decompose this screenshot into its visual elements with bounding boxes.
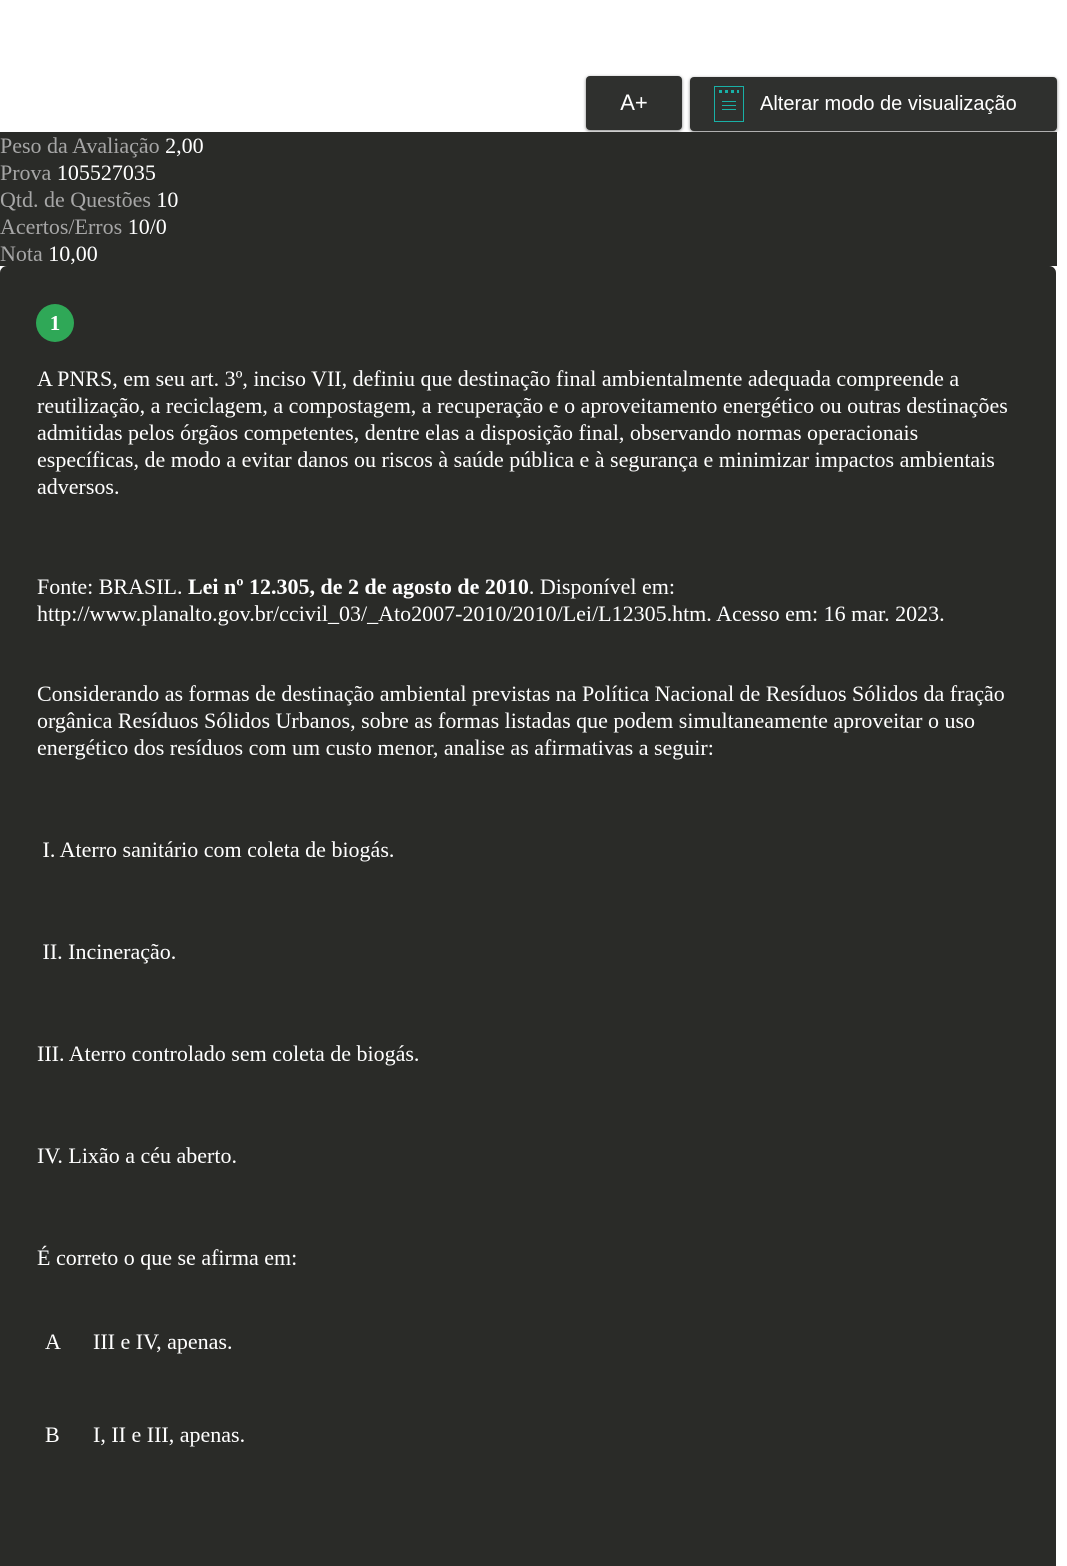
summary-prova — [0, 159, 1057, 186]
summary-questoes-label: Qtd. de Questões — [0, 187, 151, 212]
summary-questoes — [0, 186, 1057, 213]
summary-peso-label: Peso da Avaliação — [0, 133, 160, 158]
option-text: I, II e III, apenas. — [93, 1422, 246, 1447]
summary-prova-value: 105527035 — [56, 160, 156, 185]
statement-item: IV. Lixão a céu aberto. — [37, 1143, 237, 1168]
increase-font-button[interactable] — [586, 76, 682, 130]
summary-peso-value: 2,00 — [165, 133, 204, 158]
option-letter: B — [45, 1422, 60, 1447]
summary-nota-value: 10,00 — [48, 241, 98, 266]
question-number-badge: 1 — [36, 304, 74, 342]
increase-font-label: A+ — [620, 90, 648, 115]
answer-option-b[interactable] — [37, 1421, 245, 1448]
statement-item: III. Aterro controlado sem coleta de biogás. — [37, 1041, 420, 1066]
source-law-title: Lei nº 12.305, de 2 de agosto de 2010 — [187, 574, 529, 599]
summary-questoes-value: 10 — [156, 187, 179, 212]
summary-nota-label: Nota — [0, 241, 43, 266]
change-view-mode-button[interactable] — [690, 77, 1057, 131]
summary-acertos — [0, 213, 1057, 240]
option-text: III e IV, apenas. — [93, 1329, 233, 1354]
question-source — [37, 573, 1012, 627]
statement-item: II. Incineração. — [37, 939, 177, 964]
summary-peso — [0, 132, 1057, 159]
source-suffix: . Disponível em: http://www.planalto.gov.br/ccivil_03/_Ato2007-2010/2010/Lei/L12305.htm. Acesso em: 16 mar. 2023. — [37, 574, 945, 626]
question-prompt: É correto o que se afirma em: — [37, 1245, 298, 1270]
summary-nota — [0, 240, 1057, 267]
statement-item: I. Aterro sanitário com coleta de biogás. — [37, 837, 395, 862]
document-view-icon — [714, 86, 744, 122]
change-view-mode-label: Alterar modo de visualização — [760, 92, 1017, 115]
summary-acertos-label: Acertos/Erros — [0, 214, 123, 239]
question-card — [0, 266, 1056, 1566]
answer-option-a[interactable] — [37, 1328, 232, 1355]
summary-acertos-value: 10/0 — [127, 214, 167, 239]
source-prefix: Fonte: BRASIL. — [37, 574, 188, 599]
question-statement-intro: Considerando as formas de destinação ambiental previstas na Política Nacional de Resíduos Sólidos da fração orgânica Resíduos Sólidos Urbanos, sobre as formas listadas que podem simultaneamente aproveitar o uso energético dos resíduos com um custo menor, analise as afirmativas a seguir: — [37, 681, 1005, 760]
option-letter: A — [45, 1329, 61, 1354]
question-context-paragraph: A PNRS, em seu art. 3º, inciso VII, definiu que destinação final ambientalmente adequada compreende a reutilização, a reciclagem, a compostagem, a recuperação e o aproveitamento energético ou outras destinações admitidas pelos órgãos competentes, dentre elas a disposição final, observando normas operacionais específicas, de modo a evitar danos ou riscos à saúde pública e à segurança e minimizar impactos ambientais adversos. — [37, 366, 1008, 499]
summary-prova-label: Prova — [0, 160, 52, 185]
exam-summary — [0, 132, 1057, 266]
